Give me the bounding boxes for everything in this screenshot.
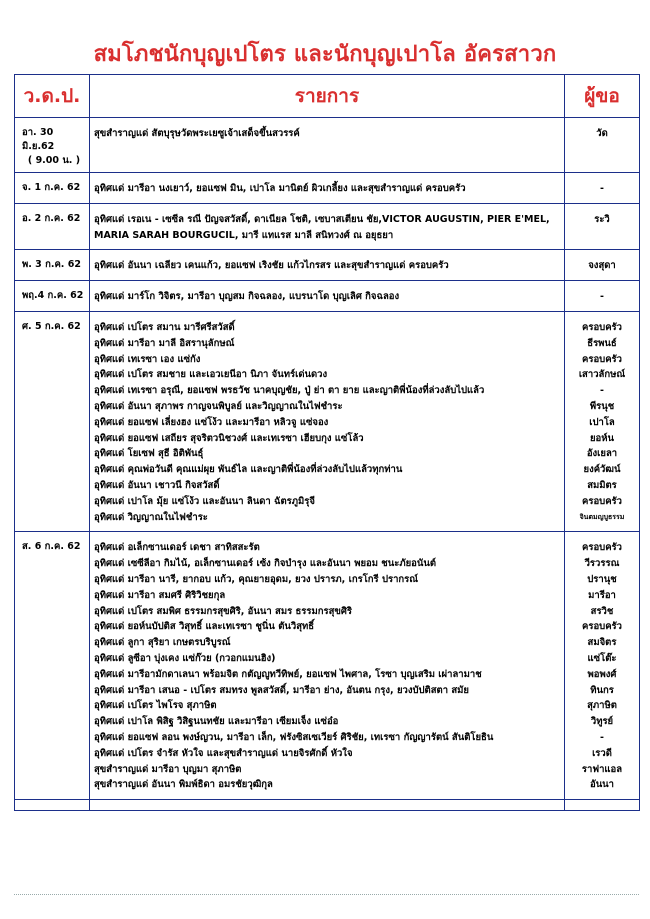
row-date-cell <box>15 281 90 312</box>
requester-name: วีรวรรณ <box>584 558 620 570</box>
requester-name: วิทูรย์ <box>590 716 614 728</box>
requester-name: สมมิตร <box>587 479 617 491</box>
table-row <box>15 281 640 312</box>
intention-item: อุทิศแด่ เปโตร สมพิศ ธรรมกรสุขศิริ, อันนา สมร ธรรมกรสุขศิริ <box>94 605 353 617</box>
intention-item: อุทิศแด่ ยอห์นบัปติส วิสุทธิ์ และเทเรซา ชูนิ่น ตันวิสุทธิ์ <box>94 621 315 633</box>
table-header-row <box>15 75 640 118</box>
requester-name: อังเยลา <box>586 448 618 460</box>
row-date-cell <box>15 118 90 173</box>
intention-item: อุทิศแด่ มาร์โก วิจิตร, มารีอา บุญสม กิจฉลอง, แบรนาโด บุญเลิศ กิจฉลอง <box>94 291 400 303</box>
requester-name: ครอบครัว <box>582 321 622 333</box>
requester-name: พอพงศ์ <box>587 668 617 680</box>
intention-item: อุทิศแด่ เปโตร สมาน มารีศรีสวัสดิ์ <box>94 321 235 333</box>
page-title: สมโภชนักบุญเปโตร และนักบุญเปาโล อัครสาวก <box>93 42 557 67</box>
header-requester: ผู้ขอ <box>565 75 640 118</box>
intention-item: อุทิศแด่ อันนา สุภาพร กาญจนพิบูลย์ และวิญญาณในไฟชำระ <box>94 400 343 412</box>
row-requester-cell <box>565 311 640 531</box>
intention-item: อุทิศแด่ อเล็กซานเดอร์ เดชา สาทิสสะรัต <box>94 542 260 554</box>
row-date: พฤ.4 ก.ค. 62 <box>22 290 84 302</box>
intention-item: อุทิศแด่ มารีอา มาลี อิสรานุลักษณ์ <box>94 337 235 349</box>
row-items-cell <box>90 311 565 531</box>
intention-table <box>14 74 640 811</box>
intention-item: อุทิศแด่ มารีอา นงเยาว์, ยอแซฟ มิน, เปาโล มานิตย์ ผิวเกลี้ยง และสุขสำราญแด่ ครอบครัว <box>94 183 466 194</box>
row-date-cell <box>15 311 90 531</box>
requester-name: จินตมญบูธรรม <box>579 512 625 521</box>
intention-item: อุทิศแด่ มารีอา เสนอ - เปโตร สมทรง พูลสวัสดิ์, มารีอา ย่าง, อันตน กรุง, ยวงบัปติสตา สมัย <box>94 684 469 696</box>
intention-item: อุทิศแด่ โยเซฟ สุธี อิติพันธุ์ <box>94 448 204 460</box>
intention-item: อุทิศแด่ เปาโล พิสิฐ วิสิฐนนทชัย และมารีอา เซียมเจ็ง แซ่อ๋อ <box>94 716 339 728</box>
row-date-cell <box>15 203 90 250</box>
row-requester-cell <box>565 173 640 204</box>
row-time: ( 9.00 น. ) <box>27 155 81 166</box>
intention-item: อุทิศแด่ เปโตร จำรัส หัวใจ และสุขสำราญแด่ นายจิรศักดิ์ หัวใจ <box>94 747 353 759</box>
table-row <box>15 173 640 204</box>
requester-name: อันนา <box>589 779 615 791</box>
row-items-cell <box>90 118 565 173</box>
requester-name: ครอบครัว <box>582 495 622 507</box>
intention-item: อุทิศแด่ ลูซีอา บุ่งเคง แซ่ก๊วย (กวอกแมนฮิง) <box>94 652 276 664</box>
row-date: ศ. 5 ก.ค. 62 <box>22 320 81 332</box>
row-items-cell <box>90 532 565 800</box>
intention-item: อุทิศแด่ มารีอา สมศรี ศิริวิชยกุล <box>94 589 226 601</box>
table-row-empty <box>15 800 640 811</box>
row-requester-cell <box>565 532 640 800</box>
requester-name: สุภาษิต <box>587 700 617 712</box>
requester-name: ยอห์น <box>589 432 615 444</box>
requester-name: สรวิช <box>590 605 614 617</box>
intention-item: อุทิศแด่ ยอแซฟ ลอน พงษ์ญวน, มารีอา เล็ก, ฟรังซิสเซเวียร์ ศิริชัย, เทเรซา กัญญารัตน์ สันติโยธิน <box>94 731 494 743</box>
intention-item: สุขสำราญแด่ มารีอา บุญมา สุภาษิต <box>94 763 242 775</box>
header-items: รายการ <box>90 75 565 118</box>
requester-name: - <box>600 385 604 397</box>
intention-item: อุทิศแด่ ลูกา สุริยา เกษตรบริบูรณ์ <box>94 637 231 649</box>
intention-item: อุทิศแด่ วิญญาณในไฟชำระ <box>94 511 208 523</box>
row-items-cell <box>90 173 565 204</box>
table-row <box>15 203 640 250</box>
header-date: ว.ด.ป. <box>15 75 90 118</box>
bottom-divider <box>14 894 639 895</box>
intention-item: อุทิศแด่ เปโตร ไพโรจ สุภาษิต <box>94 700 217 712</box>
intention-item: อุทิศแด่ คุณพ่อวันดี คุณแม่ผุย พันธ์ไล และญาติพี่น้องที่ล่วงลับไปแล้วทุกท่าน <box>94 464 403 476</box>
requester-name: พีรนุช <box>589 400 615 412</box>
requester-name: เสาวลักษณ์ <box>578 369 626 381</box>
intention-item: อุทิศแด่ เรอเน - เซซีล รณี ปัญจสวัสดิ์, ดาเนียล โชติ, เซบาสเตียน ชัย,VICTOR AUGUSTIN, PIER E'MEL, MARIA SARAH BOURGUCIL, มารี แทแรส มาลี สนิทวงศ์ ณ อยุธยา <box>94 213 550 241</box>
requester-name: ปรานุช <box>587 573 617 585</box>
requester-name: สมจิตร <box>587 637 617 649</box>
requester-name: ธีรพนธ์ <box>587 337 617 349</box>
row-requester-cell <box>565 250 640 281</box>
requester-name: เปาโล <box>589 416 615 428</box>
requester-name: ครอบครัว <box>582 542 622 554</box>
intention-item: อุทิศแด่ อันนา เฉลียว เคนแก้ว, ยอแซฟ เริงชัย แก้วไกรสร และสุขสำราญแด่ ครอบครัว <box>94 260 449 272</box>
table-row <box>15 250 640 281</box>
intention-item: อุทิศแด่ เปโตร สมชาย และเอวเยนีอา นิภา จันทร์เด่นดวง <box>94 369 328 381</box>
requester-name: ครอบครัว <box>582 353 622 365</box>
empty-cell <box>15 800 90 811</box>
requester-name: มารีอา <box>588 589 616 601</box>
row-items-cell <box>90 203 565 250</box>
row-requester-cell <box>565 281 640 312</box>
requester-name: วัด <box>596 128 608 139</box>
intention-item: สุขสำราญแด่ อันนา พิมพ์ธิดา อมรชัยวุฒิกุล <box>94 779 273 791</box>
row-items-cell <box>90 250 565 281</box>
intention-item: อุทิศแด่ มารีอา นารี, ยากอบ แก้ว, คุณยายอุดม, ยวง ปรารภ, เกรโกรี ปรากรณ์ <box>94 573 419 585</box>
requester-name: - <box>600 183 604 194</box>
requester-name: เรวดี <box>592 747 612 759</box>
requester-name: ครอบครัว <box>582 621 622 633</box>
row-items-cell <box>90 281 565 312</box>
requester-name: - <box>600 291 604 303</box>
intention-item: อุทิศแด่ เซซีลีอา กิมไน้, อเล็กซานเดอร์ เซ้ง กิจบำรุง และอันนา พยอม ชนะภัยอนันต์ <box>94 558 437 570</box>
row-date: อ. 2 ก.ค. 62 <box>22 212 81 224</box>
row-requester-cell <box>565 118 640 173</box>
intention-item: อุทิศแด่ ยอแซฟ เลี่ยงฮง แซ่โง้ว และมารีอา หลิวจู แซ่จอง <box>94 416 329 428</box>
requester-name: จงสุดา <box>588 260 616 272</box>
requester-name: ระวิ <box>594 213 610 225</box>
requester-name: - <box>600 731 604 743</box>
intention-item: อุทิศแด่ เทเรซา อรุณี, ยอแซฟ พรธวัช นาคบุญชัย, ปู่ ย่า ตา ยาย และญาติพี่น้องที่ล่วงลับไปแล้ว <box>94 385 485 397</box>
intention-item: สุขสำราญแด่ สัตบุรุษวัดพระเยซูเจ้าเสด็จขึ้นสวรรค์ <box>94 128 300 139</box>
requester-name: ทินกร <box>590 684 614 696</box>
requester-name: ราฟาแอล <box>581 763 623 775</box>
intention-item: อุทิศแด่ ยอแซฟ เสถียร สุจริตวนิชวงศ์ และเทเรซา เฮียบกุง แซ่โล้ว <box>94 432 364 444</box>
table-row <box>15 532 640 800</box>
table-row <box>15 118 640 173</box>
row-date-cell <box>15 173 90 204</box>
empty-cell <box>565 800 640 811</box>
empty-cell <box>90 800 565 811</box>
requester-name: ยงค์วัฒน์ <box>583 464 621 476</box>
table-row <box>15 311 640 531</box>
intention-item: อุทิศแด่ อันนา เชาวนี กิจสวัสดิ์ <box>94 479 220 491</box>
intention-item: อุทิศแด่ เทเรซา เอง แซ่กัง <box>94 353 201 365</box>
row-date: พ. 3 ก.ค. 62 <box>22 259 81 271</box>
row-date: ส. 6 ก.ค. 62 <box>22 541 81 553</box>
row-requester-cell <box>565 203 640 250</box>
row-date: จ. 1 ก.ค. 62 <box>22 182 81 193</box>
requester-name: แซ่โต๊ะ <box>587 652 617 664</box>
intention-item: อุทิศแด่ เปาโล มุ้ย แซ่โง้ว และอันนา ลินดา ฉัตรภูมิรุจี <box>94 495 315 507</box>
row-date-cell <box>15 250 90 281</box>
intention-item: อุทิศแด่ มารีอามักดาเลนา พร้อมจิต กตัญญูทวีทิพย์, ยอแซฟ ไพศาล, โรซา บุญเสริม เผ่าลามาช <box>94 668 482 680</box>
row-date-cell <box>15 532 90 800</box>
row-date: อา. 30 มิ.ย.62 <box>22 127 55 152</box>
